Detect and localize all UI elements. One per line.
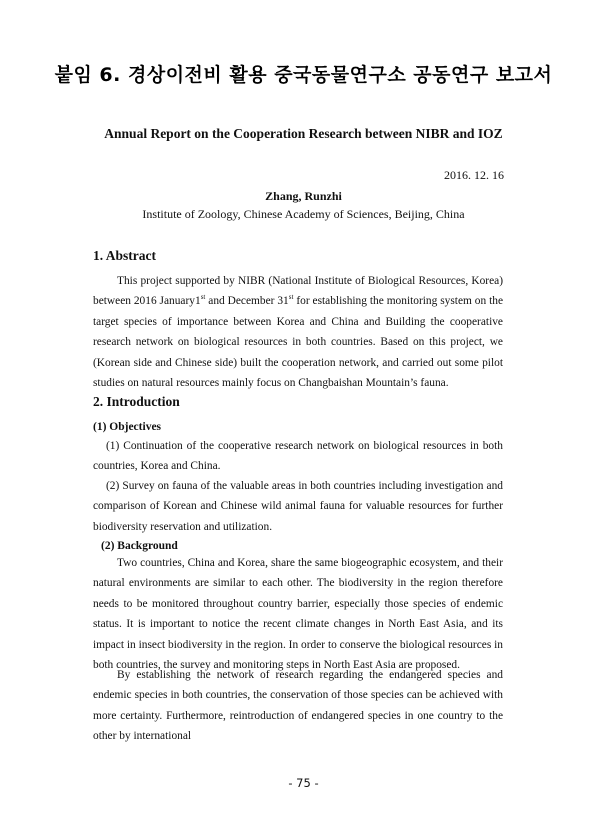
abstract-paragraph [93, 271, 503, 393]
abstract-text-a: This project supported by NIBR (National Institute of Biological Resources, Korea) between 2016 January1 [93, 275, 503, 308]
superscript-st-1: st [200, 293, 206, 302]
report-date: 2016. 12. 16 [444, 168, 504, 182]
author-affiliation: Institute of Zoology, Chinese Academy of Sciences, Beijing, China [142, 207, 465, 221]
introduction-heading: 2. Introduction [93, 394, 180, 409]
author-name: Zhang, Runzhi [265, 189, 342, 203]
attachment-title: 붙임 6. 경상이전비 활용 중국동물연구소 공동연구 보고서 [54, 64, 553, 86]
page-number: - 75 - [288, 776, 319, 790]
background-heading: (2) Background [101, 540, 178, 552]
background-paragraph-2: By establishing the network of research regarding the endangered species and endemic species in both countries, the conservation of those species can be achieved with more certainty. Furthermore, reintroduction of endangered species in one country to the other by international [93, 669, 503, 743]
objectives-heading: (1) Objectives [93, 421, 162, 433]
superscript-st-2: st [288, 293, 294, 302]
objective-item-2: (2) Survey on fauna of the valuable areas in both countries including investigation and comparison of Korean and Chinese wild animal fauna for valuable resources for further biodiversity reservation and utilization. [93, 480, 503, 533]
background-paragraph-1: Two countries, China and Korea, share the same biogeographic ecosystem, and their natural environments are similar to each other. The biodiversity in the region therefore needs to be monitored throughout country barrier, especially those species of endemic status. It is important to notice the recent climate changes in North East Asia, and its impact in insect biodiversity in the region. In order to conserve the biological resources in both countries, the survey and monitoring steps in North East Asia are proposed. [93, 557, 503, 672]
abstract-heading: 1. Abstract [93, 248, 156, 263]
objective-item-1: (1) Continuation of the cooperative research network on biological resources in both countries, Korea and China. [93, 440, 503, 473]
report-title: Annual Report on the Cooperation Research between NIBR and IOZ [104, 126, 503, 141]
abstract-text-c: for establishing the monitoring system on the target species of importance between Korea and China and Building the cooperative research network on biological resources in both countries. Based on this project, we (Korean side and Chinese side) built the cooperation network, and carried out some pilot studies on natural resources mainly focus on Changbaishan Mountain’s fauna. [93, 295, 504, 390]
abstract-text-b: and December 31 [205, 295, 289, 308]
